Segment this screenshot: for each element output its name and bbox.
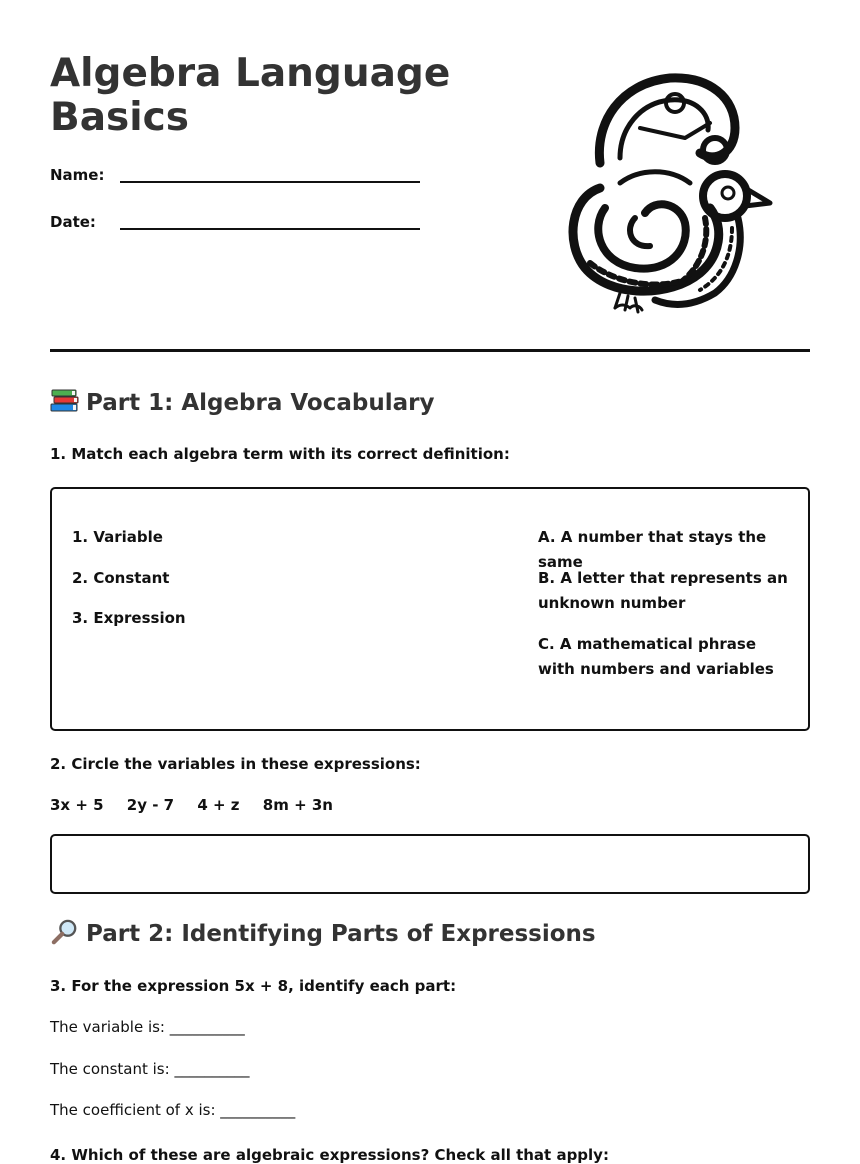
bird-logo-icon xyxy=(560,68,780,316)
matching-box xyxy=(50,487,810,731)
expression-item[interactable]: 8m + 3n xyxy=(262,796,333,814)
name-line[interactable] xyxy=(120,181,420,183)
part2-title: Part 2: Identifying Parts of Expressions xyxy=(86,921,596,947)
name-label: Name: xyxy=(50,166,105,184)
part1-heading xyxy=(50,388,434,416)
term-constant: 2. Constant xyxy=(72,569,170,587)
question-2: 2. Circle the variables in these expressions: xyxy=(50,755,421,773)
question-1: 1. Match each algebra term with its correct definition: xyxy=(50,445,510,463)
magnifying-glass-icon xyxy=(50,919,80,945)
term-expression: 3. Expression xyxy=(72,609,186,627)
question-4: 4. Which of these are algebraic expressions? Check all that apply: xyxy=(50,1146,609,1164)
definition-c: C. A mathematical phrase with numbers and variables xyxy=(538,635,774,678)
expression-item[interactable]: 2y - 7 xyxy=(126,796,175,814)
question-3: 3. For the expression 5x + 8, identify each part: xyxy=(50,977,457,995)
answer-coefficient[interactable]: The coefficient of x is: __________ xyxy=(50,1101,296,1119)
date-label: Date: xyxy=(50,213,96,231)
answer-variable[interactable]: The variable is: __________ xyxy=(50,1018,245,1036)
date-line[interactable] xyxy=(120,228,420,230)
expression-item[interactable]: 4 + z xyxy=(197,796,240,814)
part2-heading xyxy=(50,919,596,947)
answer-box[interactable] xyxy=(50,834,810,894)
header-divider xyxy=(50,349,810,352)
expression-item[interactable]: 3x + 5 xyxy=(50,796,104,814)
definition-a: A. A number that stays the same xyxy=(538,528,767,571)
date-field[interactable] xyxy=(50,213,420,243)
expression-list xyxy=(50,796,351,814)
answer-constant[interactable]: The constant is: __________ xyxy=(50,1060,250,1078)
name-field[interactable] xyxy=(50,166,420,196)
books-icon xyxy=(50,388,80,414)
part1-title: Part 1: Algebra Vocabulary xyxy=(86,390,435,416)
definition-b: B. A letter that represents an unknown number xyxy=(538,569,788,612)
term-variable: 1. Variable xyxy=(72,528,163,546)
worksheet-title: Algebra Language Basics xyxy=(50,51,451,140)
